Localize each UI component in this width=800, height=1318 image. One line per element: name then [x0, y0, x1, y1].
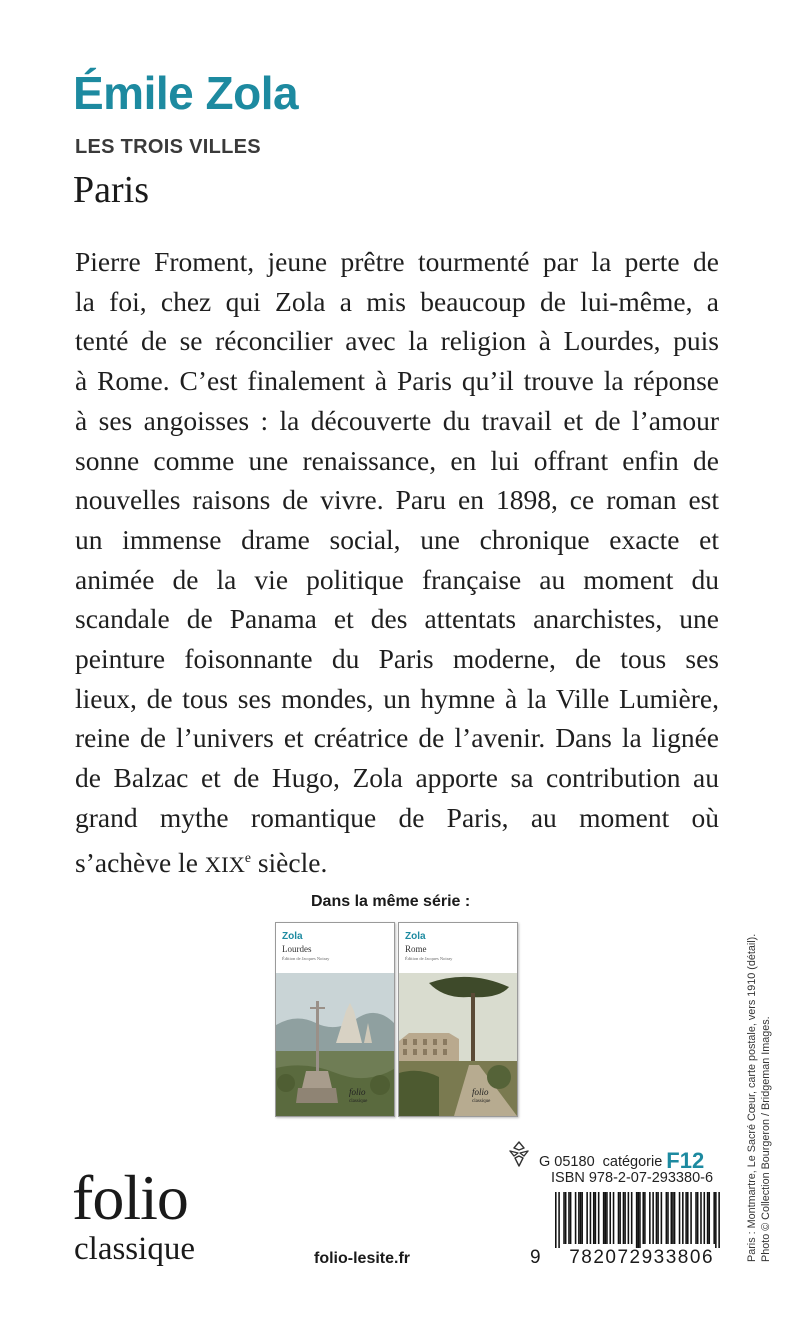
barcode-bar: [570, 1192, 572, 1244]
category-code: F12: [666, 1148, 705, 1173]
barcode-bar: [580, 1192, 582, 1244]
barcode-bar: [623, 1192, 625, 1244]
series-book-rome: [398, 922, 518, 1117]
barcode-bar: [636, 1192, 638, 1248]
barcode-bar: [682, 1192, 684, 1244]
barcode-bar: [667, 1192, 669, 1244]
barcode-digits: [530, 1247, 714, 1269]
folio-logo: folio: [72, 1162, 188, 1233]
blurb-last-line: [75, 838, 719, 885]
century-superscript: e: [244, 849, 251, 865]
barcode-bar: [619, 1192, 621, 1244]
photo-credits: [745, 862, 773, 1262]
barcode-bar: [609, 1192, 611, 1244]
barcode-bar: [593, 1192, 595, 1244]
barcode-bar: [628, 1192, 630, 1244]
category-label: catégorie: [602, 1154, 663, 1170]
barcode-bar: [568, 1192, 570, 1244]
barcode-bar: [598, 1192, 600, 1244]
book-title: Paris: [73, 169, 149, 211]
blurb-line: nouvelles raisons de vivre. Paru en 1898, ce roman est: [75, 484, 719, 516]
blurb-line: Pierre Froment, jeune prêtre tourmenté par la perte de: [75, 246, 719, 277]
barcode-bar: [639, 1192, 641, 1248]
barcode-bar: [558, 1192, 560, 1248]
book-collection: classique: [349, 1099, 368, 1104]
barcode-bar: [715, 1192, 717, 1248]
barcode-bar: [656, 1192, 658, 1244]
barcode-bar: [642, 1192, 644, 1244]
barcode-bar: [674, 1192, 676, 1244]
barcode-bar: [649, 1192, 651, 1244]
barcode-bar: [644, 1192, 646, 1244]
book-edition: Édition de Jacques Noiray: [282, 956, 330, 961]
barcode-bar: [575, 1192, 577, 1244]
blurb-line: reine de l’univers et créatrice de l’avenir. Dans la lignée: [75, 722, 719, 754]
gallimard-logo-icon: [505, 1140, 533, 1168]
barcode-bar: [605, 1192, 607, 1244]
barcode-bar: [690, 1192, 692, 1244]
barcode-bar: [718, 1192, 720, 1248]
isbn: ISBN 978-2-07-293380-6: [551, 1170, 714, 1186]
barcode-bar: [631, 1192, 633, 1244]
barcode-number: 782072933806: [569, 1247, 715, 1268]
blurb-line: sonne comme une renaissance, en lui offrant enfin de: [75, 444, 719, 476]
barcode-bar: [700, 1192, 702, 1244]
barcode-bar: [652, 1192, 654, 1244]
book-edition: Édition de Jacques Noiray: [405, 956, 453, 961]
barcode-bar: [555, 1192, 557, 1248]
century-numeral: XIX: [204, 851, 245, 877]
credit-line: Photo © Collection Bourgeron / Bridgeman Images.: [760, 1016, 772, 1262]
series-book-lourdes: [275, 922, 395, 1117]
barcode: [555, 1192, 720, 1248]
book-title-small: Rome: [405, 944, 427, 954]
blurb-last-suffix: siècle.: [250, 846, 328, 878]
barcode-bar: [672, 1192, 674, 1244]
barcode-bar: [578, 1192, 580, 1244]
barcode-bar: [697, 1192, 699, 1244]
blurb-line: lieux, de tous ses mondes, un hymne à la Ville Lumière,: [75, 682, 719, 714]
blurb-line: un immense drame social, une chronique exacte et: [75, 523, 719, 555]
barcode-bar: [565, 1192, 567, 1244]
author-name: Émile Zola: [73, 67, 299, 119]
product-code: G 05180: [539, 1154, 595, 1170]
barcode-bar: [595, 1192, 597, 1244]
blurb-line: grand mythe romantique de Paris, au moment où: [75, 801, 719, 833]
barcode-bar: [707, 1192, 709, 1244]
barcode-bar: [581, 1192, 583, 1244]
blurb-line: de Balzac et de Hugo, Zola apporte sa contribution au: [75, 762, 719, 794]
credit-line: Paris : Montmartre, Le Sacré Cœur, carte postale, vers 1910 (détail).: [746, 933, 758, 1262]
blurb-line: à ses angoisses : la découverte du travail et de l’amour: [75, 404, 719, 436]
barcode-bar: [613, 1192, 615, 1244]
barcode-bar: [704, 1192, 706, 1244]
lourdes-cover-art: [276, 973, 394, 1116]
barcode-bar: [603, 1192, 605, 1244]
barcode-bar: [695, 1192, 697, 1244]
book-author: Zola: [405, 931, 426, 942]
blurb-line: scandale de Panama et des attentats anarchistes, une: [75, 603, 719, 635]
blurb-line: la foi, chez qui Zola a mis beaucoup de lui-même, a: [75, 285, 719, 317]
barcode-bar: [590, 1192, 592, 1244]
same-series-label: Dans la même série :: [311, 893, 471, 910]
book-collection: classique: [472, 1099, 491, 1104]
book-imprint: folio: [472, 1087, 489, 1097]
barcode-bar: [671, 1192, 673, 1244]
barcode-bar: [563, 1192, 565, 1244]
barcode-first-digit: 9: [530, 1247, 543, 1268]
book-author: Zola: [282, 931, 303, 942]
book-imprint: folio: [349, 1087, 366, 1097]
barcode-bar: [618, 1192, 620, 1244]
series-name: LES TROIS VILLES: [75, 136, 261, 158]
classique-logo: classique: [74, 1231, 195, 1267]
blurb-line: à Rome. C’est finalement à Paris qu’il trouve la réponse: [75, 365, 719, 397]
barcode-bar: [624, 1192, 626, 1244]
barcode-bar: [713, 1192, 715, 1244]
barcode-bar: [586, 1192, 588, 1244]
barcode-bar: [679, 1192, 681, 1244]
blurb-line: animée de la vie politique française au moment du: [75, 563, 719, 595]
barcode-bar: [687, 1192, 689, 1244]
blurb-line: tenté de se réconcilier avec la religion à Lourdes, puis: [75, 325, 719, 357]
rome-cover-art: [399, 973, 517, 1116]
barcode-bar: [685, 1192, 687, 1244]
barcode-bar: [666, 1192, 668, 1244]
barcode-bar: [606, 1192, 608, 1244]
barcode-bar: [708, 1192, 710, 1244]
barcode-bar: [661, 1192, 663, 1244]
book-title-small: Lourdes: [282, 944, 312, 954]
website: folio-lesite.fr: [314, 1250, 411, 1267]
blurb-last-prefix: s’achève le: [75, 846, 205, 878]
barcode-bar: [638, 1192, 640, 1248]
barcode-bar: [657, 1192, 659, 1244]
back-cover-blurb: [75, 242, 719, 884]
blurb-line: peinture foisonnante du Paris moderne, de tous ses: [75, 643, 719, 675]
